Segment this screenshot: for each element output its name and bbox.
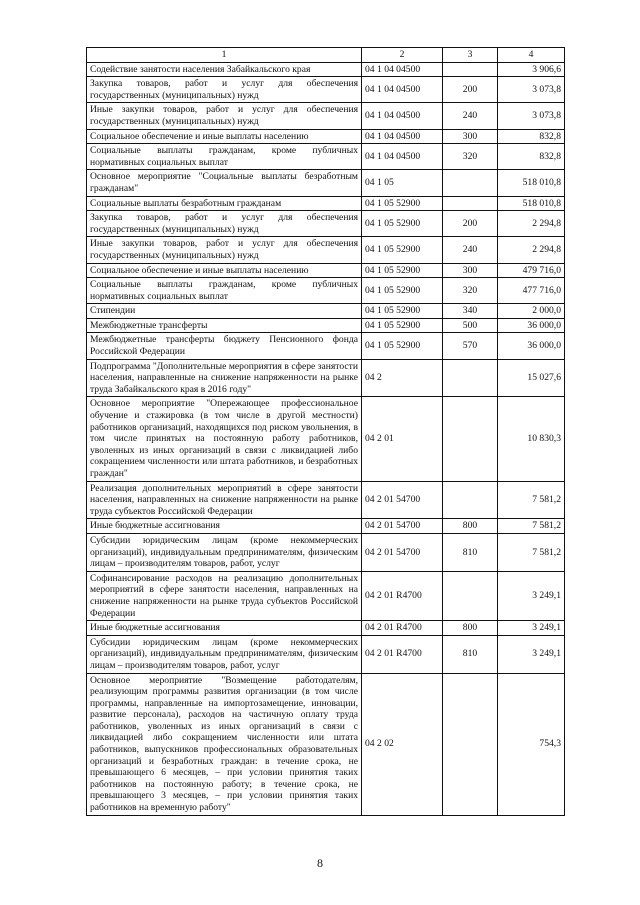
- row-name-cell: Содействие занятости населения Забайкальского края: [87, 62, 362, 77]
- table-row: [87, 77, 565, 103]
- row-expense-type-cell: 320: [443, 144, 498, 170]
- row-sum-cell: 7 581,2: [498, 481, 565, 519]
- table-row: [87, 62, 565, 77]
- row-code-cell: 04 1 04 04500: [362, 103, 443, 129]
- row-sum-cell: 36 000,0: [498, 318, 565, 333]
- row-code-cell: 04 1 05 52900: [362, 263, 443, 278]
- row-expense-type-cell: 240: [443, 103, 498, 129]
- page-number: 8: [317, 856, 323, 870]
- table-row: [87, 533, 565, 571]
- table-body: [87, 48, 565, 816]
- row-expense-type-cell: [443, 481, 498, 519]
- row-sum-cell: 7 581,2: [498, 519, 565, 534]
- row-code-cell: 04 1 05 52900: [362, 278, 443, 304]
- row-name-cell: Социальные выплаты гражданам, кроме публичных нормативных социальных выплат: [87, 144, 362, 170]
- row-code-cell: 04 1 04 04500: [362, 62, 443, 77]
- row-expense-type-cell: [443, 62, 498, 77]
- row-name-cell: Социальное обеспечение и иные выплаты населению: [87, 129, 362, 144]
- row-code-cell: 04 1 05 52900: [362, 304, 443, 319]
- table-row: [87, 359, 565, 397]
- header-col-4: 4: [498, 48, 565, 63]
- row-code-cell: 04 2 01 R4700: [362, 571, 443, 620]
- row-sum-cell: 518 010,8: [498, 196, 565, 211]
- row-sum-cell: 10 830,3: [498, 397, 565, 481]
- row-expense-type-cell: 810: [443, 635, 498, 673]
- row-code-cell: 04 2: [362, 359, 443, 397]
- row-sum-cell: 477 716,0: [498, 278, 565, 304]
- row-expense-type-cell: 340: [443, 304, 498, 319]
- row-name-cell: Закупка товаров, работ и услуг для обеспечения государственных (муниципальных) нужд: [87, 211, 362, 237]
- row-name-cell: Основное мероприятие "Социальные выплаты безработным гражданам": [87, 170, 362, 196]
- table-row: [87, 621, 565, 636]
- row-code-cell: 04 2 01: [362, 397, 443, 481]
- row-code-cell: 04 2 01 R4700: [362, 621, 443, 636]
- budget-table: [86, 47, 565, 816]
- row-expense-type-cell: 320: [443, 278, 498, 304]
- table-row: [87, 635, 565, 673]
- row-expense-type-cell: 200: [443, 211, 498, 237]
- table-row: [87, 129, 565, 144]
- row-name-cell: Субсидии юридическим лицам (кроме некоммерческих организаций), индивидуальным предпринимателям, физическим лицам – производителям товаров, работ, услуг: [87, 635, 362, 673]
- table-row: [87, 237, 565, 263]
- row-name-cell: Подпрограмма "Дополнительные мероприятия в сфере занятости населения, направленные на снижение напряженности на рынке труда Забайкальского края в 2016 году": [87, 359, 362, 397]
- row-sum-cell: 2 294,8: [498, 211, 565, 237]
- header-col-2: 2: [362, 48, 443, 63]
- row-sum-cell: 2 000,0: [498, 304, 565, 319]
- table-row: [87, 397, 565, 481]
- table-row: [87, 318, 565, 333]
- row-sum-cell: 36 000,0: [498, 333, 565, 359]
- table-row: [87, 263, 565, 278]
- row-expense-type-cell: [443, 571, 498, 620]
- row-code-cell: 04 2 01 54700: [362, 533, 443, 571]
- table-row: [87, 304, 565, 319]
- row-sum-cell: 3 073,8: [498, 103, 565, 129]
- row-name-cell: Межбюджетные трансферты: [87, 318, 362, 333]
- row-name-cell: Иные бюджетные ассигнования: [87, 519, 362, 534]
- table-row: [87, 278, 565, 304]
- row-code-cell: 04 1 04 04500: [362, 77, 443, 103]
- row-code-cell: 04 2 01 54700: [362, 481, 443, 519]
- row-expense-type-cell: 500: [443, 318, 498, 333]
- row-sum-cell: 3 249,1: [498, 621, 565, 636]
- row-sum-cell: 15 027,6: [498, 359, 565, 397]
- row-name-cell: Основное мероприятие "Возмещение работодателям, реализующим программы развития организации (в том числе программы, направленные на импортозамещение, инновации, развитие персонала), расходов на частичную оплату труда работников, уволенных из иных организаций в связи с ликвидацией либо сокращением численности или штата работников, выпускников профессиональных образовательных организаций и безработных граждан: в течение срока, не превышающего 6 месяцев, – при условии принятия таких работников на постоянную работу; в течение срока, не превышающего 3 месяцев, – при условии принятия таких работников на временную работу": [87, 673, 362, 815]
- table-row: [87, 211, 565, 237]
- row-expense-type-cell: 240: [443, 237, 498, 263]
- table-row: [87, 673, 565, 815]
- row-name-cell: Социальные выплаты гражданам, кроме публичных нормативных социальных выплат: [87, 278, 362, 304]
- row-code-cell: 04 1 04 04500: [362, 144, 443, 170]
- row-name-cell: Стипендии: [87, 304, 362, 319]
- table-row: [87, 103, 565, 129]
- table-row: [87, 170, 565, 196]
- header-col-1: 1: [87, 48, 362, 63]
- table-row: [87, 519, 565, 534]
- row-name-cell: Иные закупки товаров, работ и услуг для обеспечения государственных (муниципальных) нужд: [87, 103, 362, 129]
- table-row: [87, 481, 565, 519]
- row-code-cell: 04 1 04 04500: [362, 129, 443, 144]
- row-name-cell: Реализация дополнительных мероприятий в сфере занятости населения, направленных на снижение напряженности на рынке труда субъектов Российской Федерации: [87, 481, 362, 519]
- row-sum-cell: 3 249,1: [498, 571, 565, 620]
- row-expense-type-cell: 810: [443, 533, 498, 571]
- row-sum-cell: 754,3: [498, 673, 565, 815]
- table-row: [87, 333, 565, 359]
- row-expense-type-cell: 800: [443, 621, 498, 636]
- table-row: [87, 571, 565, 620]
- row-sum-cell: 3 073,8: [498, 77, 565, 103]
- row-code-cell: 04 2 01 54700: [362, 519, 443, 534]
- row-code-cell: 04 1 05 52900: [362, 333, 443, 359]
- row-name-cell: Основное мероприятие "Опережающее профессиональное обучение и стажировка (в том числе в другой местности) работников организаций, находящихся под риском увольнения, в том числе принятых на постоянную работу работников, уволенных из иных организаций в связи с ликвидацией либо сокращением численности или штата работников, и безработных граждан": [87, 397, 362, 481]
- row-name-cell: Межбюджетные трансферты бюджету Пенсионного фонда Российской Федерации: [87, 333, 362, 359]
- row-name-cell: Иные закупки товаров, работ и услуг для обеспечения государственных (муниципальных) нужд: [87, 237, 362, 263]
- row-sum-cell: 7 581,2: [498, 533, 565, 571]
- row-expense-type-cell: [443, 196, 498, 211]
- row-name-cell: Социальное обеспечение и иные выплаты населению: [87, 263, 362, 278]
- row-name-cell: Закупка товаров, работ и услуг для обеспечения государственных (муниципальных) нужд: [87, 77, 362, 103]
- row-name-cell: Социальные выплаты безработным гражданам: [87, 196, 362, 211]
- row-expense-type-cell: 300: [443, 129, 498, 144]
- row-expense-type-cell: [443, 397, 498, 481]
- table-row: [87, 196, 565, 211]
- row-code-cell: 04 1 05: [362, 170, 443, 196]
- header-col-3: 3: [443, 48, 498, 63]
- row-sum-cell: 3 906,6: [498, 62, 565, 77]
- row-expense-type-cell: 570: [443, 333, 498, 359]
- row-code-cell: 04 2 02: [362, 673, 443, 815]
- row-sum-cell: 479 716,0: [498, 263, 565, 278]
- row-sum-cell: 832,8: [498, 129, 565, 144]
- row-code-cell: 04 1 05 52900: [362, 237, 443, 263]
- row-sum-cell: 832,8: [498, 144, 565, 170]
- row-sum-cell: 518 010,8: [498, 170, 565, 196]
- row-code-cell: 04 1 05 52900: [362, 211, 443, 237]
- header-row: [87, 48, 565, 63]
- row-code-cell: 04 1 05 52900: [362, 196, 443, 211]
- budget-table-page: [86, 47, 564, 816]
- row-code-cell: 04 1 05 52900: [362, 318, 443, 333]
- row-code-cell: 04 2 01 R4700: [362, 635, 443, 673]
- row-expense-type-cell: [443, 170, 498, 196]
- row-sum-cell: 3 249,1: [498, 635, 565, 673]
- row-expense-type-cell: 800: [443, 519, 498, 534]
- row-expense-type-cell: 200: [443, 77, 498, 103]
- row-expense-type-cell: 300: [443, 263, 498, 278]
- row-expense-type-cell: [443, 673, 498, 815]
- row-sum-cell: 2 294,8: [498, 237, 565, 263]
- row-name-cell: Субсидии юридическим лицам (кроме некоммерческих организаций), индивидуальным предпринимателям, физическим лицам – производителям товаров, работ, услуг: [87, 533, 362, 571]
- row-name-cell: Софинансирование расходов на реализацию дополнительных мероприятий в сфере занятости населения, направленных на снижение напряженности на рынке труда субъектов Российской Федерации: [87, 571, 362, 620]
- row-expense-type-cell: [443, 359, 498, 397]
- table-row: [87, 144, 565, 170]
- row-name-cell: Иные бюджетные ассигнования: [87, 621, 362, 636]
